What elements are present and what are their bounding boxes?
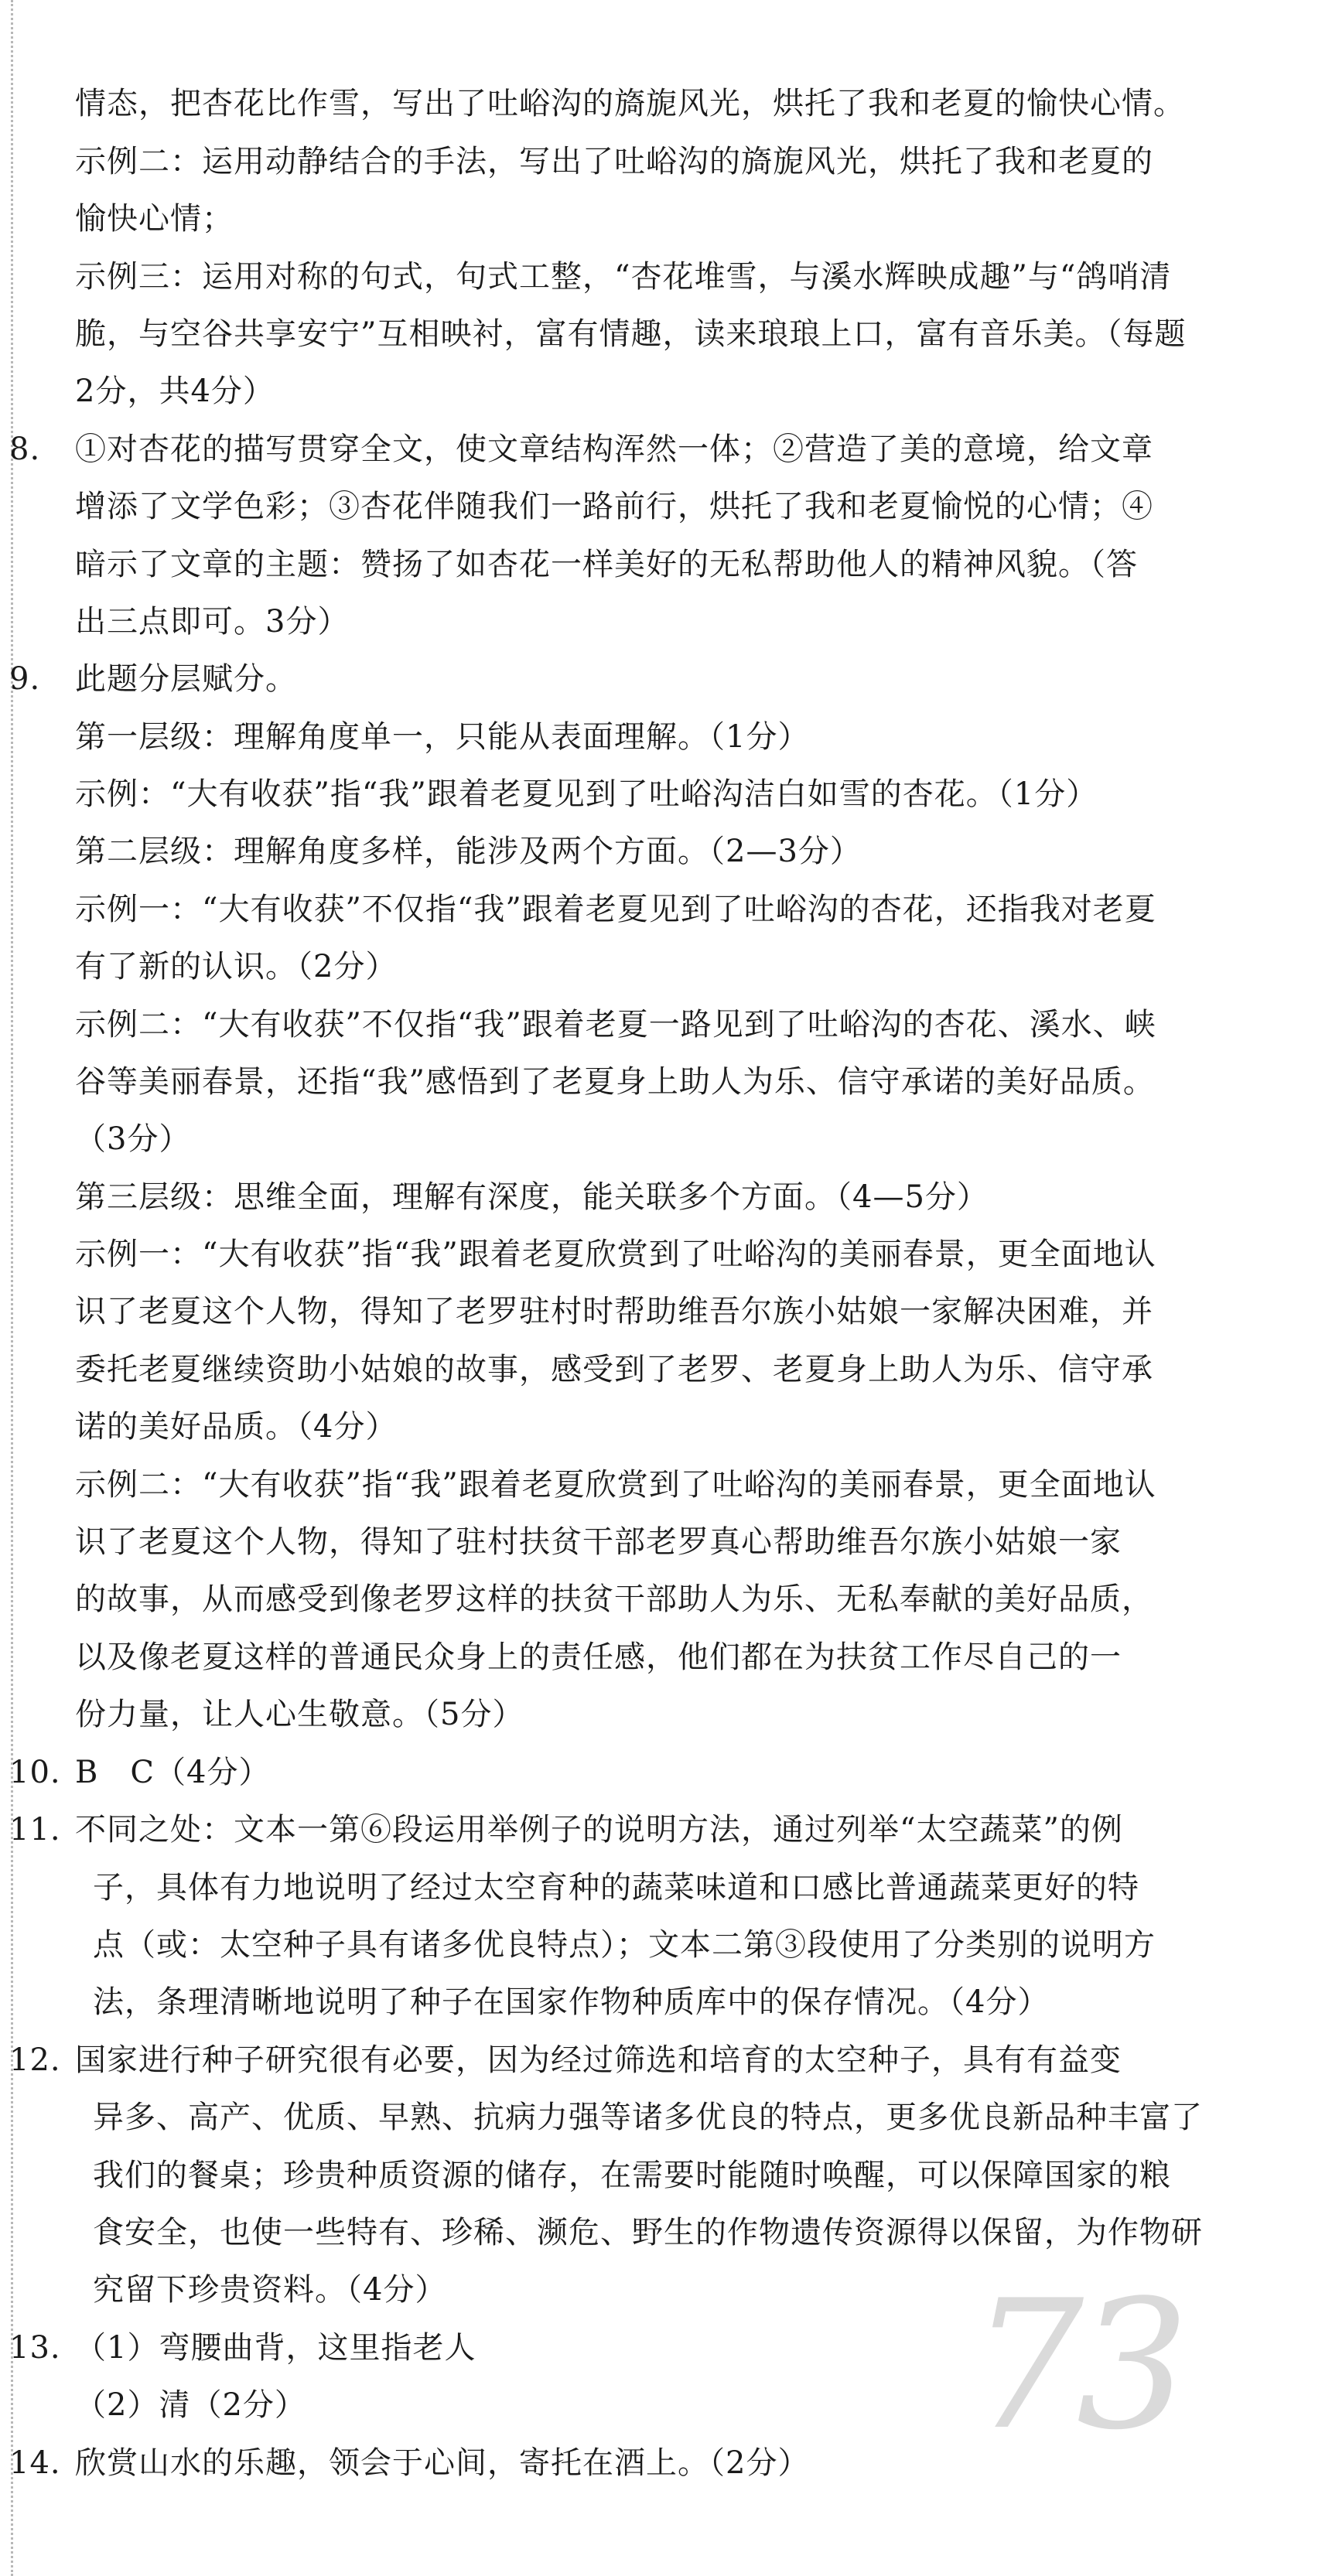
q12-number: 12. (9, 2042, 61, 2078)
q9-line-14: 诺的美好品质。（4分） (75, 1409, 398, 1445)
q9-line-3: 示例：“大有收获”指“我”跟着老夏见到了吐峪沟洁白如雪的杏花。（1分） (75, 776, 1098, 812)
q12-line-2: 异多、高产、优质、早熟、抗病力强等诸多优良的特点，更多优良新品种丰富了 (93, 2100, 1203, 2135)
q14-line-1: 欣赏山水的乐趣，领会于心间，寄托在酒上。（2分） (75, 2445, 810, 2481)
q9-line-17: 的故事，从而感受到像老罗这样的扶贫干部助人为乐、无私奉献的美好品质， (75, 1581, 1153, 1617)
q9-line-7: 示例二：“大有收获”不仅指“我”跟着老夏一路见到了吐峪沟的杏花、溪水、峡 (75, 1007, 1156, 1042)
q9-line-19: 份力量，让人心生敬意。（5分） (75, 1697, 524, 1732)
q7-line-4: 示例三：运用对称的句式，句式工整，“杏花堆雪，与溪水辉映成趣”与“鸽哨清 (75, 259, 1172, 295)
q12-line-1: 国家进行种子研究很有必要，因为经过筛选和培育的太空种子，具有有益变 (75, 2042, 1122, 2078)
q8-line-3: 暗示了文章的主题：赞扬了如杏花一样美好的无私帮助他人的精神风貌。（答 (75, 547, 1138, 582)
q7-line-3: 愉快心情； (75, 201, 234, 237)
binding-dotted-line (11, 0, 13, 2576)
q7-line-1: 情态，把杏花比作雪，写出了吐峪沟的旖旎风光，烘托了我和老夏的愉快心情。 (75, 86, 1185, 121)
q10-number: 10. (9, 1755, 61, 1790)
q9-line-15: 示例二：“大有收获”指“我”跟着老夏欣赏到了吐峪沟的美丽春景，更全面地认 (75, 1467, 1156, 1503)
q11-number: 11. (9, 1812, 61, 1848)
q9-number: 9. (9, 661, 41, 697)
q13-line-1: （1）弯腰曲背，这里指老人 (75, 2330, 476, 2366)
q11-line-2: 子，具体有力地说明了经过太空育种的蔬菜味道和口感比普通蔬菜更好的特 (93, 1870, 1139, 1906)
q10-line-1: B C（4分） (75, 1755, 271, 1790)
q7-line-5: 脆，与空谷共享安宁”互相映衬，富有情趣，读来琅琅上口，富有音乐美。（每题 (75, 316, 1187, 352)
q12-line-5: 究留下珍贵资料。（4分） (93, 2272, 447, 2308)
q9-line-12: 识了老夏这个人物，得知了老罗驻村时帮助维吾尔族小姑娘一家解决困难，并 (75, 1294, 1153, 1329)
q9-line-5: 示例一：“大有收获”不仅指“我”跟着老夏见到了吐峪沟的杏花，还指我对老夏 (75, 892, 1156, 927)
q7-line-2: 示例二：运用动静结合的手法，写出了吐峪沟的旖旎风光，烘托了我和老夏的 (75, 144, 1153, 179)
q8-line-4: 出三点即可。3分） (75, 604, 350, 640)
q11-line-1: 不同之处：文本一第⑥段运用举例子的说明方法，通过列举“太空蔬菜”的例 (75, 1812, 1123, 1848)
q13-number: 13. (9, 2330, 61, 2366)
q12-line-4: 食安全，也使一些特有、珍稀、濒危、野生的作物遗传资源得以保留，为作物研 (93, 2215, 1203, 2250)
q9-line-6: 有了新的认识。（2分） (75, 949, 398, 984)
q9-line-8: 谷等美丽春景，还指“我”感悟到了老夏身上助人为乐、信守承诺的美好品质。 (75, 1064, 1155, 1100)
q9-line-11: 示例一：“大有收获”指“我”跟着老夏欣赏到了吐峪沟的美丽春景，更全面地认 (75, 1237, 1156, 1272)
q14-number: 14. (9, 2445, 61, 2481)
q7-line-6: 2分，共4分） (75, 374, 275, 409)
q9-line-2: 第一层级：理解角度单一，只能从表面理解。（1分） (75, 719, 810, 755)
q9-line-10: 第三层级：思维全面，理解有深度，能关联多个方面。（4—5分） (75, 1179, 989, 1215)
q11-line-3: 点（或：太空种子具有诸多优良特点）；文本二第③段使用了分类别的说明方 (93, 1927, 1156, 1963)
page-number: 73 (971, 2263, 1182, 2469)
q13-line-2: （2）清（2分） (75, 2387, 306, 2423)
q9-line-9: （3分） (75, 1121, 191, 1157)
q8-line-1: ①对杏花的描写贯穿全文，使文章结构浑然一体；②营造了美的意境，给文章 (75, 432, 1153, 467)
q9-line-13: 委托老夏继续资助小姑娘的故事，感受到了老罗、老夏身上助人为乐、信守承 (75, 1352, 1153, 1387)
q9-line-18: 以及像老夏这样的普通民众身上的责任感，他们都在为扶贫工作尽自己的一 (75, 1639, 1122, 1675)
q11-line-4: 法，条理清晰地说明了种子在国家作物种质库中的保存情况。（4分） (93, 1984, 1050, 2020)
q8-line-2: 增添了文学色彩；③杏花伴随我们一路前行，烘托了我和老夏愉悦的心情；④ (75, 489, 1153, 524)
q9-line-1: 此题分层赋分。 (75, 661, 297, 697)
q12-line-3: 我们的餐桌；珍贵种质资源的储存，在需要时能随时唤醒，可以保障国家的粮 (93, 2158, 1171, 2193)
q9-line-16: 识了老夏这个人物，得知了驻村扶贫干部老罗真心帮助维吾尔族小姑娘一家 (75, 1524, 1122, 1560)
q8-number: 8. (9, 432, 41, 467)
q9-line-4: 第二层级：理解角度多样，能涉及两个方面。（2—3分） (75, 834, 862, 869)
